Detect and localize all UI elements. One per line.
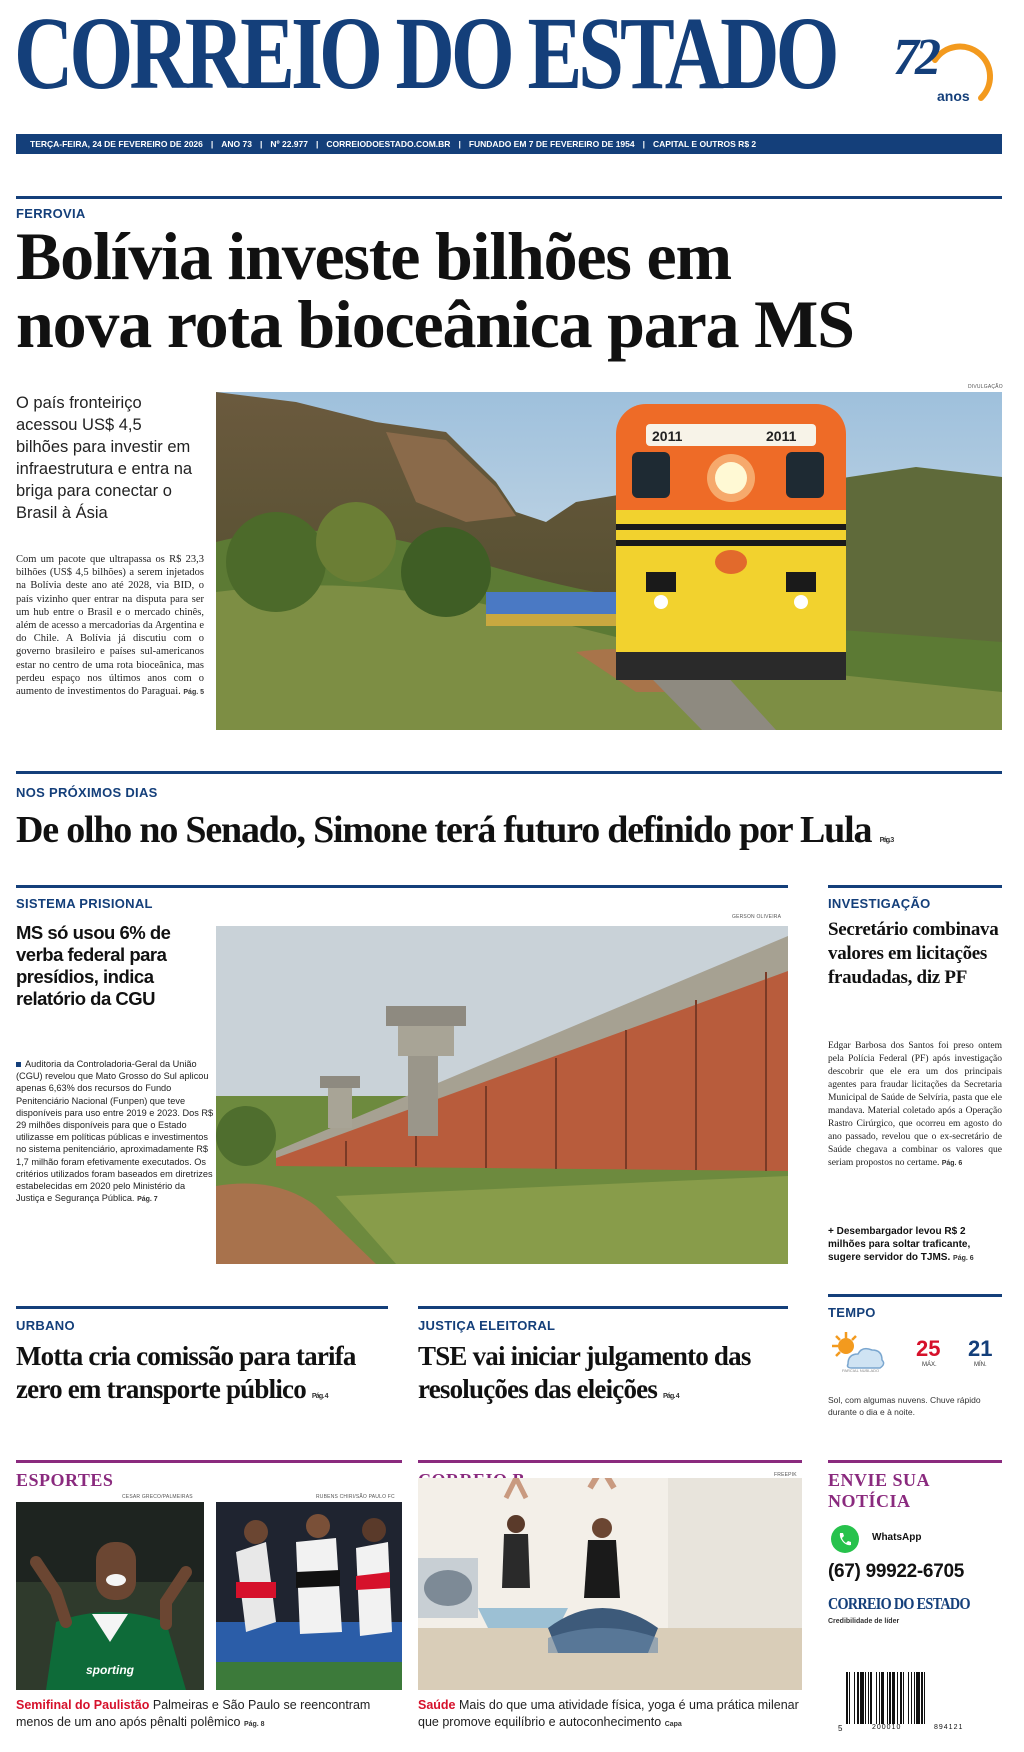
envie-tagline: Credibilidade de líder [828, 1618, 900, 1625]
anniversary-word: anos [937, 88, 970, 104]
lead-headline-line2: nova rota bioceânica para MS [16, 286, 854, 362]
anniversary-number: 72 [893, 29, 937, 86]
esportes-page-ref[interactable]: Pág. 8 [243, 1721, 265, 1728]
barcode-digits-mid: 200010 [872, 1724, 902, 1731]
barcode [838, 1672, 1000, 1750]
prisional-section-label: SISTEMA PRISIONAL [16, 896, 153, 911]
divider [16, 1306, 388, 1309]
divider [828, 1294, 1002, 1297]
barcode-bar [908, 1672, 909, 1724]
divider [418, 1306, 788, 1309]
barcode-bar [865, 1672, 866, 1724]
barcode-bar [876, 1672, 877, 1724]
masthead-title: CORREIO DO ESTADO [14, 0, 836, 111]
investigacao-extra[interactable] [828, 1225, 1004, 1265]
lead-headline[interactable] [16, 218, 1002, 362]
correio-b-credit: FREEPIK [774, 1472, 797, 1478]
prisional-body [16, 1058, 214, 1206]
masthead [0, 0, 1024, 160]
barcode-bar [849, 1672, 850, 1724]
esportes-section-label: ESPORTES [16, 1470, 114, 1490]
locomotive-number-left: 2011 [652, 428, 683, 444]
prison-wall-illustration [216, 926, 788, 1264]
investigacao-extra-text: + Desembargador levou R$ 2 milhões para soltar traficante, sugere servidor do TJMS. [828, 1226, 971, 1263]
prisional-headline[interactable]: MS só usou 6% de verba federal para presídios, indica relatório da CGU [16, 922, 171, 1009]
lead-summary: O país fronteiriço acessou US$ 4,5 bilhões para investir em infraestrutura e entra na briga para conectar o Brasil à Ásia [16, 394, 193, 522]
envie-title-line1: ENVIE SUA [828, 1470, 931, 1490]
weather-icon-label: PARCIAL NUBLADO [842, 1368, 880, 1373]
barcode-bar [924, 1672, 925, 1724]
senado-headline-text: De olho no Senado, Simone terá futuro definido por Lula [16, 809, 872, 851]
lead-headline-line1: Bolívia investe bilhões em [16, 218, 731, 294]
esportes-caption[interactable] [16, 1697, 408, 1733]
esportes-photo-right [216, 1502, 402, 1690]
urbano-headline[interactable] [16, 1340, 396, 1413]
divider [828, 885, 1002, 888]
correio-b-caption-text: Mais do que uma atividade física, yoga é uma prática milenar que promove equilíbrio e autoconhecimento [418, 1698, 799, 1729]
barcode-bars [846, 1672, 998, 1724]
locomotive-number-right: 2011 [766, 428, 797, 444]
investigacao-headline[interactable]: Secretário combinava valores em licitações fraudadas, diz PF [828, 919, 999, 988]
anniversary-badge [893, 26, 1003, 116]
investigacao-extra-page-ref[interactable]: Pág. 6 [953, 1255, 974, 1262]
barcode-bar [900, 1672, 902, 1724]
barcode-bar [870, 1672, 872, 1724]
barcode-bar [846, 1672, 848, 1724]
barcode-bar [860, 1672, 863, 1724]
eleitoral-page-ref[interactable]: Pág. 4 [663, 1393, 679, 1400]
divider [16, 1460, 402, 1463]
info-bar [16, 134, 1002, 154]
info-website-link[interactable]: CORREIODOESTADO.COM.BR [326, 139, 451, 149]
investigacao-section-label: INVESTIGAÇÃO [828, 896, 931, 911]
tempo-section-label: TEMPO [828, 1305, 876, 1320]
prisional-page-ref[interactable]: Pág. 7 [137, 1196, 158, 1204]
train-photo-illustration [216, 392, 1002, 730]
esportes-caption-text: Palmeiras e São Paulo se reencontram menos de um ano após pênalti polêmico [16, 1698, 371, 1729]
esportes-credit-right: RUBENS CHIRI/SÃO PAULO FC [316, 1494, 395, 1500]
correio-b-page-ref[interactable]: Capa [664, 1721, 682, 1728]
barcode-bar [903, 1672, 904, 1724]
envie-title [828, 1470, 930, 1512]
senado-section-label: NOS PRÓXIMOS DIAS [16, 785, 158, 800]
esportes-credit-left: CESAR GRECO/PALMEIRAS [122, 1494, 193, 1500]
prisional-bullet-icon [16, 1062, 21, 1067]
info-founded: FUNDADO EM 7 DE FEVEREIRO DE 1954 [468, 139, 635, 149]
esportes-caption-lead: Semifinal do Paulistão [16, 1698, 150, 1712]
barcode-digits-right: 894121 [934, 1724, 964, 1731]
barcode-bar [921, 1672, 923, 1724]
envie-brand-logo: CORREIO DO ESTADO [828, 1594, 970, 1613]
lead-section-label: FERROVIA [16, 206, 86, 221]
barcode-bar [857, 1672, 859, 1724]
eleitoral-headline-text: TSE vai iniciar julgamento das resoluções das eleições [418, 1341, 751, 1404]
lead-body [16, 553, 204, 699]
envie-title-line2: NOTÍCIA [828, 1491, 911, 1511]
urbano-page-ref[interactable]: Pág. 4 [311, 1393, 328, 1400]
weather-icon [830, 1330, 886, 1374]
eleitoral-section-label: JUSTIÇA ELEITORAL [418, 1318, 556, 1333]
divider [828, 1460, 1002, 1463]
info-edition: Nº 22.977 [270, 139, 308, 149]
whatsapp-label: WhatsApp [872, 1532, 922, 1543]
barcode-bar [868, 1672, 869, 1724]
info-separator: | [260, 139, 263, 149]
shirt-sponsor-text: sporting [86, 1663, 134, 1677]
barcode-bar [911, 1672, 912, 1724]
barcode-bar [892, 1672, 895, 1724]
temp-max: 25 [916, 1336, 941, 1361]
senado-page-ref[interactable]: Pág. 3 [879, 837, 894, 844]
esportes-photo-left [16, 1502, 204, 1690]
info-separator: | [316, 139, 319, 149]
barcode-bar [897, 1672, 898, 1724]
urbano-headline-text: Motta cria comissão para tarifa zero em transporte público [16, 1341, 356, 1404]
lead-photo [216, 392, 1002, 730]
whatsapp-icon[interactable] [830, 1524, 860, 1554]
temp-min: 21 [968, 1336, 993, 1361]
barcode-bar [879, 1672, 880, 1724]
barcode-bar [854, 1672, 855, 1724]
urbano-section-label: URBANO [16, 1318, 75, 1333]
barcode-bar [881, 1672, 884, 1724]
info-separator: | [458, 139, 461, 149]
barcode-bar [889, 1672, 891, 1724]
divider [16, 196, 1002, 199]
info-price: CAPITAL E OUTROS R$ 2 [653, 139, 757, 149]
temp-max-label: MÁX. [922, 1362, 937, 1368]
divider [418, 1460, 802, 1463]
investigacao-page-ref[interactable]: Pág. 6 [941, 1160, 963, 1167]
whatsapp-phone[interactable]: (67) 99922-6705 [828, 1561, 964, 1582]
prisional-photo [216, 926, 788, 1264]
temp-min-label: MÍN. [974, 1362, 987, 1368]
correio-b-photo [418, 1478, 802, 1690]
divider [16, 885, 788, 888]
eleitoral-headline[interactable] [418, 1340, 798, 1413]
info-separator: | [642, 139, 646, 149]
lead-photo-credit: DIVULGAÇÃO [968, 384, 1003, 390]
correio-b-caption-lead: Saúde [418, 1698, 456, 1712]
prisional-body-text: Auditoria da Controladoria-Geral da União (CGU) revelou que Mato Grosso do Sul aplicou apenas 6,63% dos recursos do Fundo Penitenciário Nacional (Funpen) que teve disponíveis para uso entre 2019 e 2023. Dos R$ 29 milhões disponíveis para que o Estado utilizasse em políticas públicas e investimentos no sistema penitenciário, aproximadamente R$ 1,7 milhão foram efetivamente executados. Os critérios utilizados foram baseados em diretrizes estabelecidas em 2020 pelo Ministério da Justiça e Segurança Pública. [16, 1059, 214, 1204]
weather-forecast: Sol, com algumas nuvens. Chuve rápido durante o dia e à noite. [828, 1395, 981, 1417]
barcode-bar [887, 1672, 888, 1724]
correio-b-caption[interactable] [418, 1697, 810, 1733]
senado-headline[interactable] [16, 808, 1002, 863]
info-date: TERÇA-FEIRA, 24 DE FEVEREIRO DE 2026 [30, 139, 203, 149]
prisional-photo-credit: GERSON OLIVEIRA [732, 914, 782, 920]
info-year: ANO 73 [221, 139, 252, 149]
investigacao-body [828, 1040, 1002, 1170]
lead-page-ref[interactable]: Pág. 5 [183, 689, 205, 697]
barcode-digit-left: 5 [838, 1724, 843, 1733]
divider [16, 771, 1002, 774]
barcode-bar [916, 1672, 919, 1724]
info-separator: | [210, 139, 214, 149]
barcode-bar [914, 1672, 915, 1724]
investigacao-body-text: Edgar Barbosa dos Santos foi preso ontem pela Polícia Federal (PF) após investigação descobrir que ele era um dos principais agentes para fraudar licitações da Secretaria Municipal de Saúde de Selvíria, pasta que ele mandava. Material coletado após a Operação Rastro Cirúrgico, que ocorreu em agosto do ano passado, revelou que o ex-secretário de Saúde chegava a combinar os valores que seriam propostos no certame. [828, 1041, 1002, 1168]
lead-body-text: Com um pacote que ultrapassa os R$ 23,3 bilhões (US$ 4,5 bilhões) a serem injetados na Bolívia deste ano até 2028, via BID, o país vizinho quer entrar na disputa para ser um hub entre o Brasil e o mercado chinês, além de acesso a mercadorias da Argentina e do Chile. A Bolívia já discutiu com o governo brasileiro e países sul-americanos estar no centro de uma rota bioceânica, mas perdeu espaço nos últimos anos com o aumento de investimentos do Paraguai. [16, 554, 204, 698]
